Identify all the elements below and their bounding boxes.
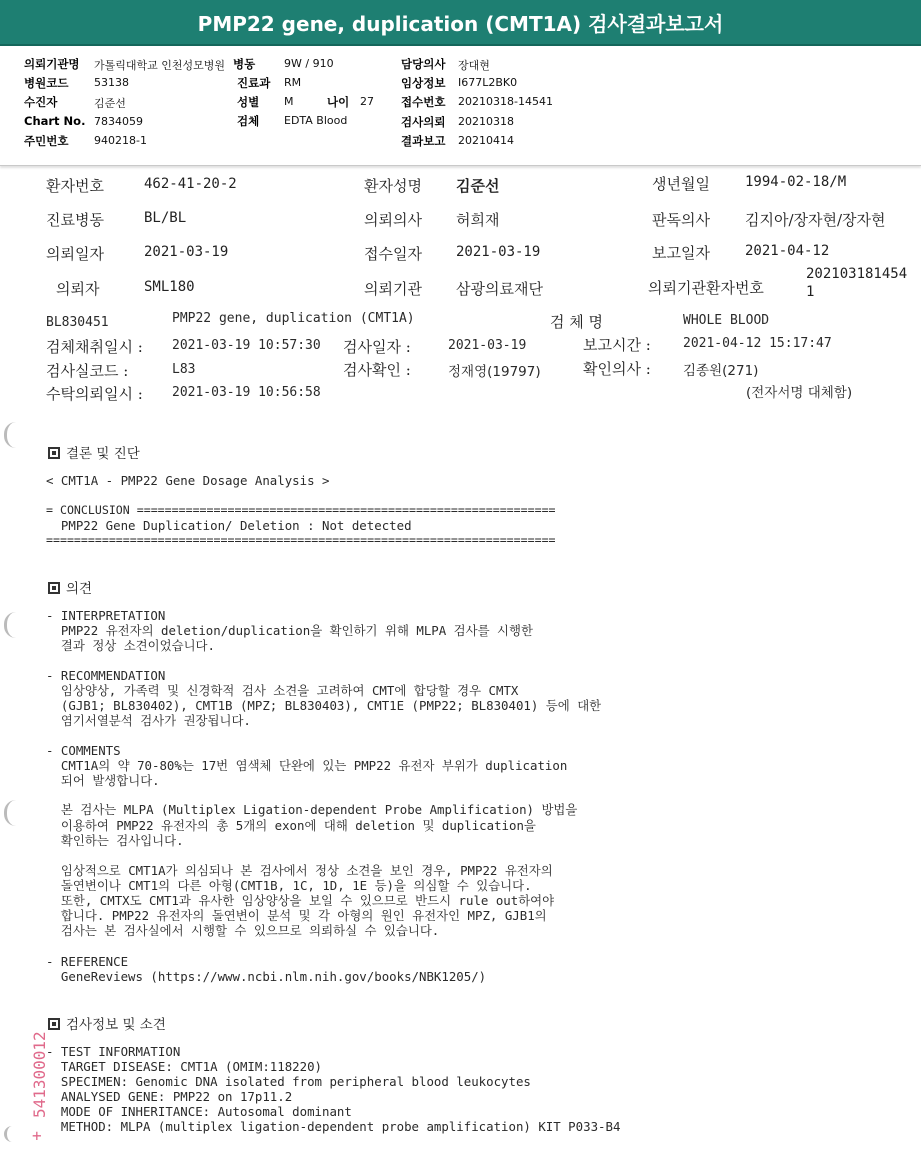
examinee-value: 김준선 [94, 97, 126, 110]
id-label: 주민번호 [24, 134, 69, 148]
dob-value: 1994-02-18/M [745, 174, 847, 190]
recv-date: 2021-03-19 [456, 244, 541, 260]
age-value: 27 [360, 95, 374, 108]
specimen-value: EDTA Blood [284, 114, 348, 127]
clinical-label: 임상정보 [401, 76, 446, 90]
conclusion-line: = CONCLUSION ============================================================ [46, 503, 556, 517]
interpretation-title: - INTERPRETATION [46, 608, 166, 623]
report-title: PMP22 gene, duplication (CMT1A) 검사결과보고서 [0, 0, 921, 46]
conclusion-line: PMP22 Gene Duplication/ Deletion : Not detected [46, 518, 412, 533]
comments-line: 본 검사는 MLPA (Multiplex Ligation-dependent Probe Amplification) 방법을 [46, 802, 578, 817]
test-name: PMP22 gene, duplication (CMT1A) [172, 311, 415, 326]
sex-value: M [284, 95, 294, 108]
requester: SML180 [144, 279, 195, 295]
info-line: ANALYSED GENE: PMP22 on 17p11.2 [46, 1089, 293, 1104]
accession-label: 접수번호 [401, 95, 446, 109]
binder-mark [4, 612, 18, 638]
section-square-icon [48, 582, 60, 594]
comments-line: 확인하는 검사입니다. [46, 833, 184, 848]
header-panel [0, 48, 921, 166]
info-line: SPECIMEN: Genomic DNA isolated from peripheral blood leukocytes [46, 1074, 531, 1089]
reference-line: GeneReviews (https://www.ncbi.nlm.nih.gov/books/NBK1205/) [46, 969, 487, 984]
accession-value: 20210318-14541 [458, 95, 553, 108]
requester-label: 의뢰자 [56, 280, 100, 298]
ward-value: 9W / 910 [284, 57, 334, 70]
info-line: MODE OF INHERITANCE: Autosomal dominant [46, 1104, 352, 1119]
req-date: 2021-03-19 [144, 244, 229, 260]
recommendation-line: 임상양상, 가족력 및 신경학적 검사 소견을 고려하여 CMT에 합당할 경우 CMTX [46, 683, 519, 698]
reader-label: 판독의사 [652, 211, 710, 229]
clinical-value: I677L2BK0 [458, 76, 518, 89]
conclusion-heading-text: 결론 및 진단 [66, 446, 140, 462]
specimen-label: 검체 [237, 114, 260, 128]
dept-value: RM [284, 76, 302, 89]
rep-date-label: 보고일자 [652, 244, 710, 262]
age-label: 나이 [327, 95, 350, 109]
collect-value: 2021-03-19 10:57:30 [172, 338, 321, 353]
ref-pid-label: 의뢰기관환자번호 [648, 279, 764, 297]
sex-label: 성별 [237, 95, 260, 109]
recommendation-line: 염기서열분석 검사가 권장됩니다. [46, 713, 251, 728]
section-square-icon [48, 447, 60, 459]
conclusion-subtitle: < CMT1A - PMP22 Gene Dosage Analysis > [46, 473, 330, 488]
comments-line: 합니다. PMP22 유전자의 돌연변이 분석 및 각 아형의 원인 유전자인 MPZ, GJB1의 [46, 908, 547, 923]
test-date: 2021-03-19 [448, 338, 527, 353]
confirm-dr-label: 확인의사 : [583, 360, 651, 378]
info-title: - TEST INFORMATION [46, 1044, 181, 1059]
id-value: 940218-1 [94, 134, 147, 147]
doctor-label: 담당의사 [401, 57, 446, 71]
specimen-name-label: 검 체 명 [550, 313, 604, 331]
lab-code-label: 검사실코드 : [46, 362, 129, 380]
dept-label: 진료과 [237, 76, 271, 90]
reference-title: - REFERENCE [46, 954, 129, 969]
interpretation-line: PMP22 유전자의 deletion/duplication을 확인하기 위해 MLPA 검사를 시행한 [46, 623, 533, 638]
institution-value: 가톨릭대학교 인천성모병원 [94, 59, 226, 72]
plus-mark-icon: + [32, 1126, 42, 1145]
opinion-heading-text: 의견 [66, 581, 93, 597]
comments-line: 되어 발생합니다. [46, 773, 160, 788]
binder-mark [4, 1126, 18, 1142]
chart-value: 7834059 [94, 115, 143, 128]
info-heading-text: 검사정보 및 소견 [66, 1017, 166, 1033]
comments-line: 돌연변이나 CMT1의 다른 아형(CMT1B, 1C, 1D, 1E 등)을 의심할 수 있습니다. [46, 878, 532, 893]
comments-line: CMT1A의 약 70-80%는 17번 염색체 단완에 있는 PMP22 유전자 부위가 duplication [46, 758, 568, 773]
side-stamp-number: 541300012 [30, 1031, 49, 1119]
comments-line: 이용하여 PMP22 유전자의 총 5개의 exon에 대해 deletion 및 duplication을 [46, 818, 536, 833]
recv-date-label: 접수일자 [364, 245, 422, 263]
info-line: TARGET DISEASE: CMT1A (OMIM:118220) [46, 1059, 323, 1074]
reader-value: 김지아/장자현/장자현 [745, 211, 886, 229]
recommendation-title: - RECOMMENDATION [46, 668, 166, 683]
ref-inst: 삼광의료재단 [456, 280, 543, 298]
care-ward-label: 진료병동 [46, 211, 104, 229]
comments-line: 검사는 본 검사실에서 시행할 수 있으므로 의뢰하실 수 있습니다. [46, 923, 440, 938]
examinee-label: 수진자 [24, 95, 58, 109]
consign-label: 수탁의뢰일시 : [46, 385, 143, 403]
patient-no-label: 환자번호 [46, 177, 104, 195]
specimen-name: WHOLE BLOOD [683, 313, 770, 328]
comments-line: 임상적으로 CMT1A가 의심되나 본 검사에서 정상 소견을 보인 경우, PMP22 유전자의 [46, 863, 553, 878]
comments-line: 또한, CMTX도 CMT1과 유사한 임상양상을 보일 수 있으므로 반드시 rule out하여야 [46, 893, 555, 908]
binder-mark [4, 800, 18, 826]
hospital-code-value: 53138 [94, 76, 129, 89]
conclusion-heading [48, 442, 140, 462]
request-value: 20210318 [458, 115, 514, 128]
patient-no: 462-41-20-2 [144, 176, 237, 192]
conclusion-line: ========================================================================= [46, 533, 556, 547]
info-heading [48, 1013, 166, 1033]
test-code: BL830451 [46, 315, 109, 330]
patient-name: 김준선 [456, 177, 500, 195]
ref-pid-line1: 202103181454 [806, 266, 908, 282]
recommendation-line: (GJB1; BL830402), CMT1B (MPZ; BL830403), CMT1E (PMP22; BL830401) 등에 대한 [46, 698, 602, 713]
institution-label: 의뢰기관명 [24, 57, 80, 71]
chart-label: Chart No. [24, 114, 86, 128]
report-time-label: 보고시간 : [583, 336, 651, 354]
ward-label: 병동 [233, 57, 256, 71]
result-value: 20210414 [458, 134, 514, 147]
consign-value: 2021-03-19 10:56:58 [172, 385, 321, 400]
dob-label: 생년월일 [652, 175, 710, 193]
rep-date: 2021-04-12 [745, 243, 830, 259]
request-label: 검사의뢰 [401, 115, 446, 129]
confirm-label: 검사확인 : [343, 361, 411, 379]
binder-mark [4, 422, 18, 448]
collect-label: 검체채취일시 : [46, 338, 143, 356]
result-label: 결과보고 [401, 134, 446, 148]
confirm-value: 정재영(19797) [448, 364, 541, 380]
req-date-label: 의뢰일자 [46, 245, 104, 263]
doctor-value: 장대현 [458, 59, 490, 72]
hospital-code-label: 병원코드 [24, 76, 69, 90]
comments-title: - COMMENTS [46, 743, 121, 758]
lab-code: L83 [172, 362, 196, 377]
opinion-heading [48, 577, 92, 597]
info-line: METHOD: MLPA (multiplex ligation-dependent probe amplification) KIT P033-B4 [46, 1119, 621, 1134]
ref-inst-label: 의뢰기관 [364, 280, 422, 298]
patient-name-label: 환자성명 [364, 177, 422, 195]
interpretation-line: 결과 정상 소견이었습니다. [46, 638, 215, 653]
test-date-label: 검사일자 : [343, 338, 411, 356]
care-ward: BL/BL [144, 210, 187, 226]
report-time: 2021-04-12 15:17:47 [683, 336, 832, 351]
confirm-dr: 김종원(271) [683, 363, 759, 379]
ref-doctor: 허희재 [456, 211, 500, 229]
ref-doctor-label: 의뢰의사 [364, 211, 422, 229]
ref-pid-line2: 1 [806, 284, 815, 300]
esign-note: (전자서명 대체함) [746, 385, 853, 401]
